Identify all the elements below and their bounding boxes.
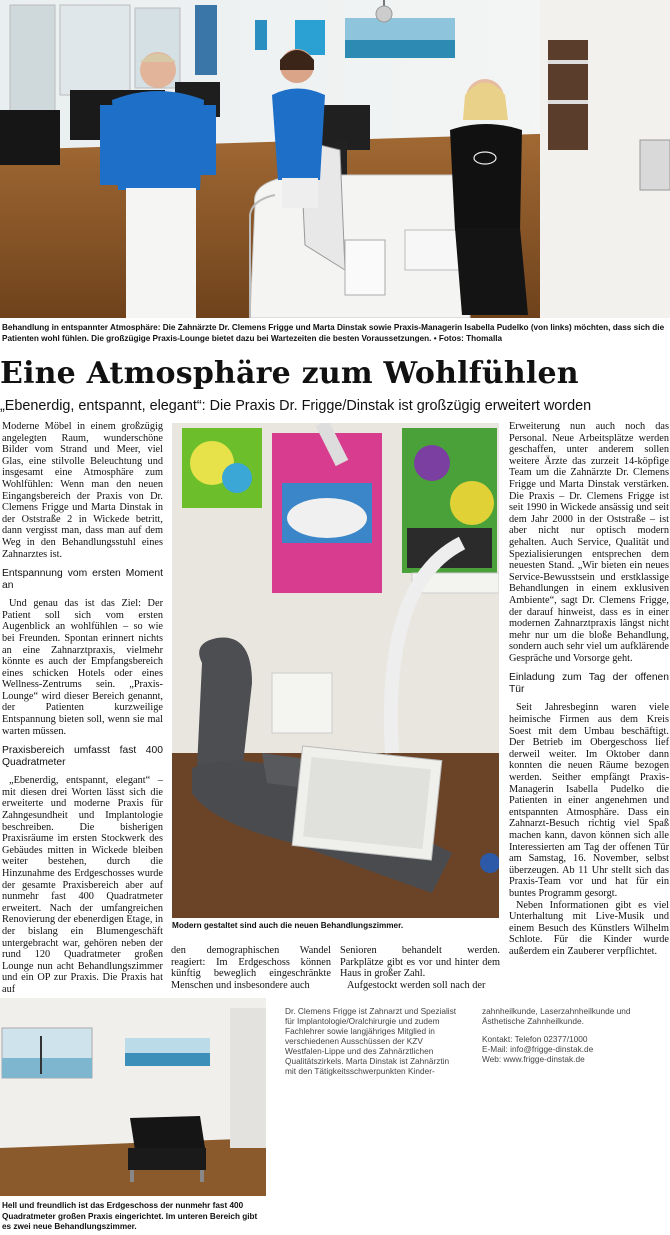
infobox-left-text: Dr. Clemens Frigge ist Zahnarzt und Spezialist für Implantologie/Oralchirurgie und zudem Fachlehrer sowie langjähriges Mitglied in verschiedenen Ausschüssen der KZV Westfalen-Lippe und des Zahnärztlichen Qualitätszirkels. Marta Dinstak ist Zahnärztin mit den Tätigkeitsschwerpunkten Kinder-	[285, 1006, 457, 1076]
ground-floor-scene	[0, 998, 266, 1196]
contact-web[interactable]: Web: www.frigge-dinstak.de	[482, 1054, 585, 1064]
paragraph: Erweiterung nun auch noch das Personal. Neue Arbeitsplätze werden geschaffen, unter anderem sollen weitere Ärzte das zurzeit 14-köpfige Team um die Zahnärzte Dr. Clemens Frigge und Marta Dinstak verstärken. Die Praxis – Dr. Clemens Frigge ist seit 1990 in Wickede ansässig und seit dem Jahr 2000 in der Oststraße – ist aber nicht nur optisch modern gehalten. Auch Service, Qualität und Spezialisierungen entsprechen dem neuesten Stand. „Wir bieten ein neues Service-Bewusstsein und erstklassige Behandlungen in einem exklusiven Ambiente“, sagt Dr. Clemens Frigge, der darauf hinweist, dass es in einer modernen Zahnarztpraxis längst nicht mehr nur um die bloße Behandlung, sondern auch sehr viel um aufklärende Gespräche und Vorsorge geht.	[509, 421, 669, 664]
article-column-1	[2, 421, 163, 996]
headline: Eine Atmosphäre zum Wohlfühlen	[0, 356, 579, 391]
top-photo	[0, 0, 670, 318]
treatment-room-scene	[172, 423, 499, 918]
contact-infobox	[277, 1000, 670, 1076]
article-column-2	[171, 945, 331, 991]
bottom-photo	[0, 998, 266, 1196]
contact-phone: Kontakt: Telefon 02377/1000	[482, 1034, 588, 1044]
subheading: Entspannung vom ersten Moment an	[2, 568, 163, 592]
paragraph: Aufgestockt werden soll nach der	[347, 979, 486, 991]
top-photo-caption: Behandlung in entspannter Atmosphäre: Die Zahnärzte Dr. Clemens Frigge und Marta Dinstak sowie Praxis-Managerin Isabella Pudelko (von links) möchten, dass sich die Patienten wohl fühlen. Die großzügige Praxis-Lounge bietet dazu bei Wartezeiten die besten Voraussetzungen. • Fotos: Thomalla	[2, 323, 665, 343]
paragraph: Neben Informationen gibt es viel Unterhaltung mit Live-Musik und einem Besuch des Künstlers Wilhelm Schlote. Für die Kinder wurde außerdem ein Zauberer verpflichtet.	[509, 899, 669, 957]
infobox-specialties: zahnheilkunde, Laserzahnheilkunde und Ästhetische Zahnheilkunde.	[482, 1006, 631, 1026]
subheading: Einladung zum Tag der offenen Tür	[509, 672, 669, 696]
bottom-photo-caption: Hell und freundlich ist das Erdgeschoss der nunmehr fast 400 Quadratmeter großen Praxis eingerichtet. Im unteren Bereich gibt es zwei neue Behandlungszimmer.	[2, 1201, 258, 1231]
paragraph: Und genau das ist das Ziel: Der Patient soll sich vom ersten Augenblick an wohlfühlen – so wie bei Freunden. Spontan erinnert nichts an eine Zahnarztpraxis, vielmehr könnte es auch der Empfangsbereich eines schicken Hotels oder eines Wellness-Zentrums sein. „Praxis-Lounge“ wird dieser Bereich genannt, der Patienten kurzweilige Entspannung bieten soll, wenn sie mal warten müssen.	[2, 598, 163, 737]
paragraph: „Ebenerdig, entspannt, elegant“ – mit diesen drei Worten lässt sich die erweiterte und moderne Praxis für Zahngesundheit und Implantologie beschreiben. Die bisherigen Praxisräume im ersten Stockwerk des Gebäudes mitten in Wickede bleiben weiter bestehen, durch die Hinzunahme des Erdgeschosses wurde der gesamte Praxisbereich aber auf nunmehr fast 400 Quadratmeter erweitert. Nach der umfangreichen Renovierung der ebenerdigen Etage, in der bislang ein Blumengeschäft untergebracht war, gehören neben der rund 120 Quadratmeter großen Lounge nun acht Behandlungszimmer und ein OP zur Praxis. Die Praxis hat auf	[2, 775, 163, 995]
article-column-3	[340, 945, 500, 991]
paragraph: den demographischen Wandel reagiert: Im Erdgeschoss können künftig beweglich eingeschränkte Menschen und insbesondere auch	[171, 945, 331, 991]
paragraph: Moderne Möbel in einem großzügig angelegten Raum, wunderschöne Bilder vom Strand und Meer, viel Glas, eine stilvolle Beleuchtung und insgesamt eine Atmosphäre zum Wohlfühlen: Wenn man den neuen Eingangsbereich der Praxis von Dr. Clemens Frigge und Marta Dinstak in der Oststraße 2 in Wickede betritt, dann vergisst man, dass man auf dem Weg in den Behandlungsstuhl eines Zahnarztes ist.	[2, 421, 163, 560]
paragraph: Senioren behandelt werden. Parkplätze gibt es vor und hinter dem Haus in großer Zahl.	[340, 945, 500, 980]
article-column-4	[509, 421, 669, 958]
contact-email[interactable]: E-Mail: info@frigge-dinstak.de	[482, 1044, 594, 1054]
lounge-scene	[0, 0, 670, 318]
subheading: Praxisbereich umfasst fast 400 Quadratmeter	[2, 745, 163, 769]
infobox-right	[482, 1006, 658, 1064]
paragraph: Seit Jahresbeginn waren viele heimische Firmen aus dem Kreis Soest mit dem Umbau beschäftigt. Der Betrieb im Obergeschoss lief derweil weiter. Im Oktober dann konnten die neuen Räume bezogen werden. Seither empfängt Praxis-Managerin Isabella Pudelko die Patienten in einer angenehmen und entspannten Atmosphäre. Dass ein Zahnarzt-Besuch richtig viel Spaß machen kann, davon können sich alle Interessierten am Tag der offenen Tür am Samstag, 16. November, selbst überzeugen. Ab 11 Uhr stellt sich das Praxis-Team vor und hat für ein buntes Programm gesorgt.	[509, 702, 669, 899]
subheadline: „Ebenerdig, entspannt, elegant“: Die Praxis Dr. Frigge/Dinstak ist großzügig erweitert worden	[0, 398, 592, 414]
middle-photo-caption: Modern gestaltet sind auch die neuen Behandlungszimmer.	[172, 921, 404, 930]
middle-photo	[172, 423, 499, 918]
